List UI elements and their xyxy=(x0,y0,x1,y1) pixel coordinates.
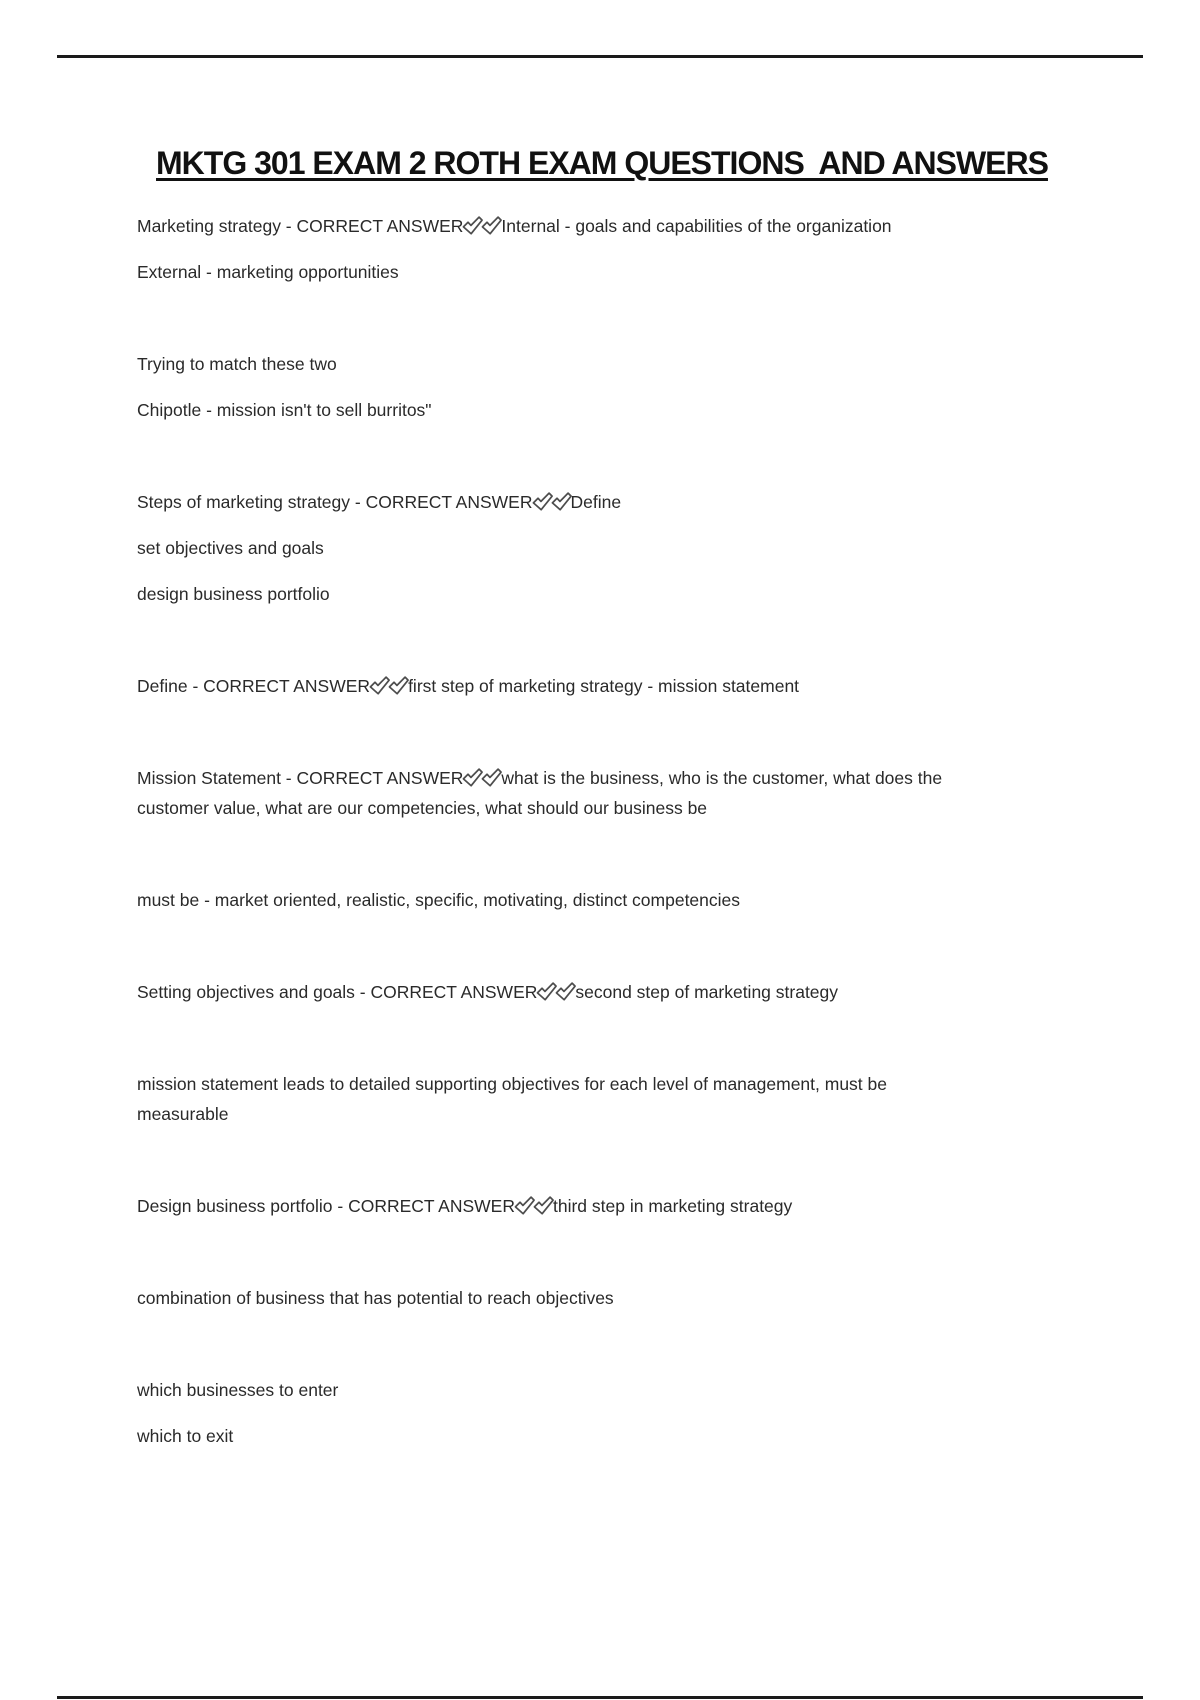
answer-text: Define xyxy=(570,492,622,512)
note-paragraph xyxy=(137,349,1067,379)
qa-paragraph xyxy=(137,487,1067,517)
qa-paragraph xyxy=(137,671,1067,701)
note-paragraph xyxy=(137,395,1067,425)
note-text: External - marketing opportunities xyxy=(137,262,399,282)
question-text: Setting objectives and goals - CORRECT ANSWER xyxy=(137,982,538,1002)
qa-paragraph xyxy=(137,763,1067,823)
check-icon xyxy=(480,215,503,236)
note-paragraph xyxy=(137,1283,1067,1313)
question-text: Define - CORRECT ANSWER xyxy=(137,676,371,696)
page-title: MKTG 301 EXAM 2 ROTH EXAM QUESTIONS AND ANSWERS xyxy=(156,145,1048,181)
top-rule xyxy=(57,55,1143,58)
answer-text: customer value, what are our competencies, what should our business be xyxy=(137,798,708,818)
answer-text: what is the business, who is the customer, what does the xyxy=(501,768,943,788)
question-text: Steps of marketing strategy - CORRECT ANSWER xyxy=(137,492,533,512)
blank-line xyxy=(137,839,1067,869)
note-text: which to exit xyxy=(137,1426,234,1446)
note-text: measurable xyxy=(137,1104,229,1124)
note-paragraph xyxy=(137,257,1067,287)
bottom-rule xyxy=(57,1696,1143,1699)
note-paragraph xyxy=(137,533,1067,563)
check-icon xyxy=(387,675,410,696)
note-paragraph xyxy=(137,1069,1067,1129)
blank-line xyxy=(137,441,1067,471)
qa-paragraph xyxy=(137,1191,1067,1221)
note-text: mission statement leads to detailed supporting objectives for each level of management, must be xyxy=(137,1074,887,1094)
blank-line xyxy=(137,303,1067,333)
blank-line xyxy=(137,1023,1067,1053)
note-text: Chipotle - mission isn't to sell burritos" xyxy=(137,400,432,420)
document-page xyxy=(137,141,1067,1467)
answer-text: Internal - goals and capabilities of the organization xyxy=(501,216,892,236)
note-paragraph xyxy=(137,579,1067,609)
blank-line xyxy=(137,931,1067,961)
answer-text: first step of marketing strategy - mission statement xyxy=(408,676,800,696)
check-icon xyxy=(480,767,503,788)
note-paragraph xyxy=(137,1375,1067,1405)
blank-line xyxy=(137,1145,1067,1175)
question-text: Marketing strategy - CORRECT ANSWER xyxy=(137,216,464,236)
note-text: combination of business that has potential to reach objectives xyxy=(137,1288,614,1308)
note-text: Trying to match these two xyxy=(137,354,337,374)
check-icon xyxy=(532,1195,555,1216)
document-body xyxy=(137,211,1067,1451)
blank-line xyxy=(137,625,1067,655)
note-text: which businesses to enter xyxy=(137,1380,339,1400)
blank-line xyxy=(137,1237,1067,1267)
answer-text: second step of marketing strategy xyxy=(575,982,839,1002)
note-paragraph xyxy=(137,1421,1067,1451)
note-text: must be - market oriented, realistic, specific, motivating, distinct competencies xyxy=(137,890,741,910)
note-text: design business portfolio xyxy=(137,584,330,604)
note-paragraph xyxy=(137,885,1067,915)
qa-paragraph xyxy=(137,211,1067,241)
question-text: Mission Statement - CORRECT ANSWER xyxy=(137,768,464,788)
qa-paragraph xyxy=(137,977,1067,1007)
question-text: Design business portfolio - CORRECT ANSWER xyxy=(137,1196,515,1216)
blank-line xyxy=(137,717,1067,747)
answer-text: third step in marketing strategy xyxy=(553,1196,793,1216)
note-text: set objectives and goals xyxy=(137,538,324,558)
check-icon xyxy=(554,981,577,1002)
check-icon xyxy=(550,491,573,512)
blank-line xyxy=(137,1329,1067,1359)
